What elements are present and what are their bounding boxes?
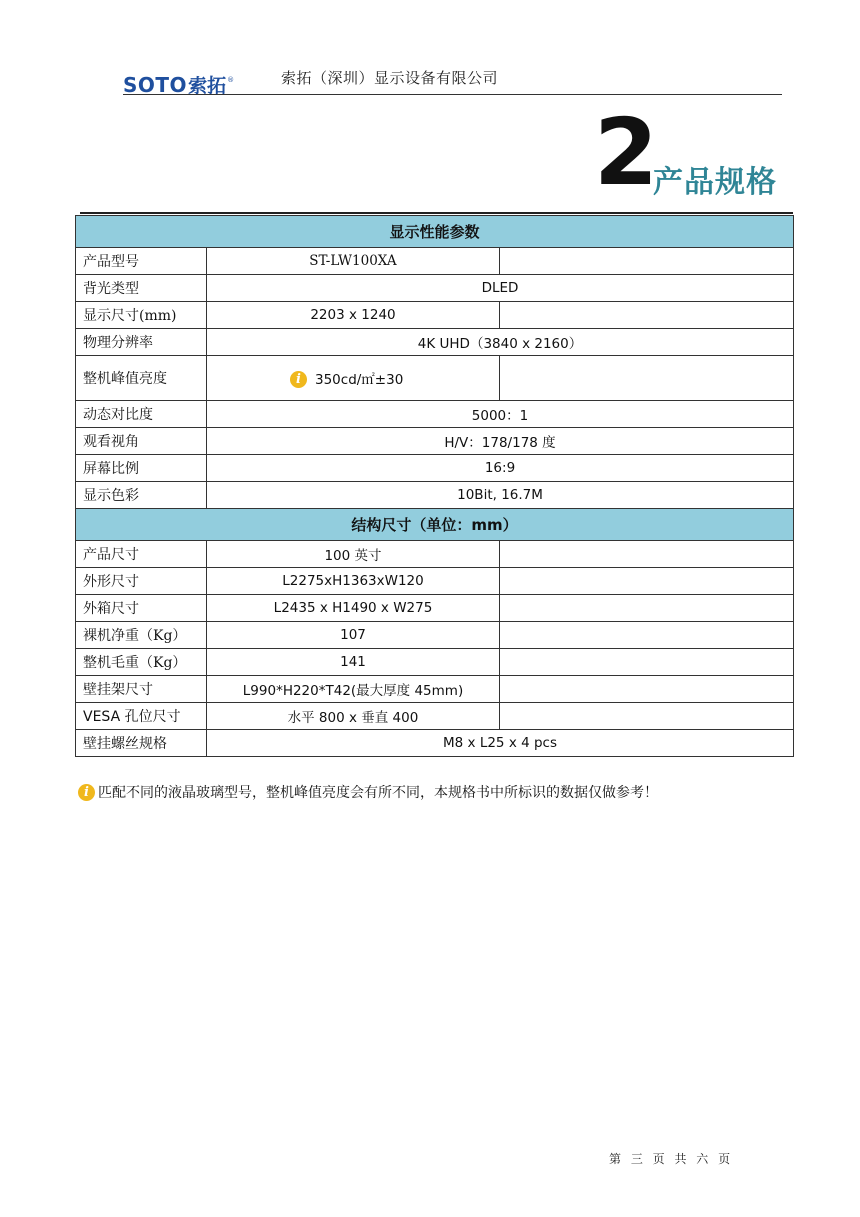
bracket-label: 壁挂架尺寸: [76, 676, 207, 703]
empty-cell: [500, 248, 794, 275]
backlight-value: DLED: [207, 275, 794, 302]
net-weight-value: 107: [207, 622, 500, 649]
table-row: [76, 329, 794, 356]
table-row: [76, 482, 794, 509]
table-row: [76, 649, 794, 676]
info-icon: i: [78, 784, 95, 801]
table-row: [76, 302, 794, 329]
empty-cell: [500, 595, 794, 622]
brightness-value: 350cd/㎡±30: [315, 371, 404, 388]
resolution-label: 物理分辨率: [76, 329, 207, 356]
logo-cjk: 索拓: [188, 75, 227, 97]
table-row: [76, 356, 794, 401]
table-row: [76, 730, 794, 757]
table-row: [76, 703, 794, 730]
empty-cell: [500, 649, 794, 676]
empty-cell: [500, 541, 794, 568]
display-size-value: 2203 x 1240: [207, 302, 500, 329]
backlight-label: 背光类型: [76, 275, 207, 302]
gross-weight-value: 141: [207, 649, 500, 676]
screws-value: M8 x L25 x 4 pcs: [207, 730, 794, 757]
table-row: [76, 568, 794, 595]
vesa-label: VESA 孔位尺寸: [76, 703, 207, 730]
empty-cell: [500, 302, 794, 329]
section-title: 产品规格: [653, 165, 777, 200]
logo-latin: SOTO: [123, 73, 188, 97]
disclaimer-text: 匹配不同的液晶玻璃型号，整机峰值亮度会有所不同，本规格书中所标识的数据仅做参考！: [98, 785, 658, 801]
outline-label: 外形尺寸: [76, 568, 207, 595]
spec-table: [75, 215, 794, 757]
model-label: 产品型号: [76, 248, 207, 275]
display-params-header: 显示性能参数: [76, 216, 794, 248]
empty-cell: [500, 356, 794, 401]
brightness-cell: [207, 356, 500, 401]
empty-cell: [500, 568, 794, 595]
table-section-header: [76, 509, 794, 541]
structure-header: 结构尺寸（单位：mm）: [76, 509, 794, 541]
net-weight-label: 裸机净重（Kg）: [76, 622, 207, 649]
table-row: [76, 676, 794, 703]
vesa-value: 水平 800 x 垂直 400: [207, 703, 500, 730]
carton-label: 外箱尺寸: [76, 595, 207, 622]
product-size-label: 产品尺寸: [76, 541, 207, 568]
table-row: [76, 428, 794, 455]
disclaimer-note: [78, 782, 658, 802]
colors-label: 显示色彩: [76, 482, 207, 509]
page-number: 第 三 页 共 六 页: [609, 1152, 734, 1166]
table-row: [76, 622, 794, 649]
empty-cell: [500, 676, 794, 703]
aspect-label: 屏幕比例: [76, 455, 207, 482]
contrast-label: 动态对比度: [76, 401, 207, 428]
table-section-header: [76, 216, 794, 248]
table-row: [76, 595, 794, 622]
product-size-value: 100 英寸: [207, 541, 500, 568]
screws-label: 壁挂螺丝规格: [76, 730, 207, 757]
empty-cell: [500, 622, 794, 649]
model-value: ST-LW100XA: [207, 248, 500, 275]
table-row: [76, 401, 794, 428]
gross-weight-label: 整机毛重（Kg）: [76, 649, 207, 676]
section-divider: [80, 212, 793, 214]
display-size-label: 显示尺寸(mm): [76, 302, 207, 329]
outline-value: L2275xH1363xW120: [207, 568, 500, 595]
table-row: [76, 275, 794, 302]
header-divider: [123, 94, 782, 95]
table-row: [76, 455, 794, 482]
bracket-value: L990*H220*T42(最大厚度 45mm): [207, 676, 500, 703]
table-row: [76, 541, 794, 568]
carton-value: L2435 x H1490 x W275: [207, 595, 500, 622]
contrast-value: 5000：1: [207, 401, 794, 428]
viewing-angle-value: H/V：178/178 度: [207, 428, 794, 455]
aspect-value: 16:9: [207, 455, 794, 482]
resolution-value: 4K UHD（3840 x 2160）: [207, 329, 794, 356]
info-icon: i: [290, 371, 307, 388]
logo-registered-mark: ®: [227, 76, 235, 84]
colors-value: 10Bit, 16.7M: [207, 482, 794, 509]
viewing-angle-label: 观看视角: [76, 428, 207, 455]
table-row: [76, 248, 794, 275]
brightness-label: 整机峰值亮度: [76, 356, 207, 401]
company-name: 索拓（深圳）显示设备有限公司: [281, 69, 499, 87]
empty-cell: [500, 703, 794, 730]
section-number: 2: [594, 99, 659, 206]
